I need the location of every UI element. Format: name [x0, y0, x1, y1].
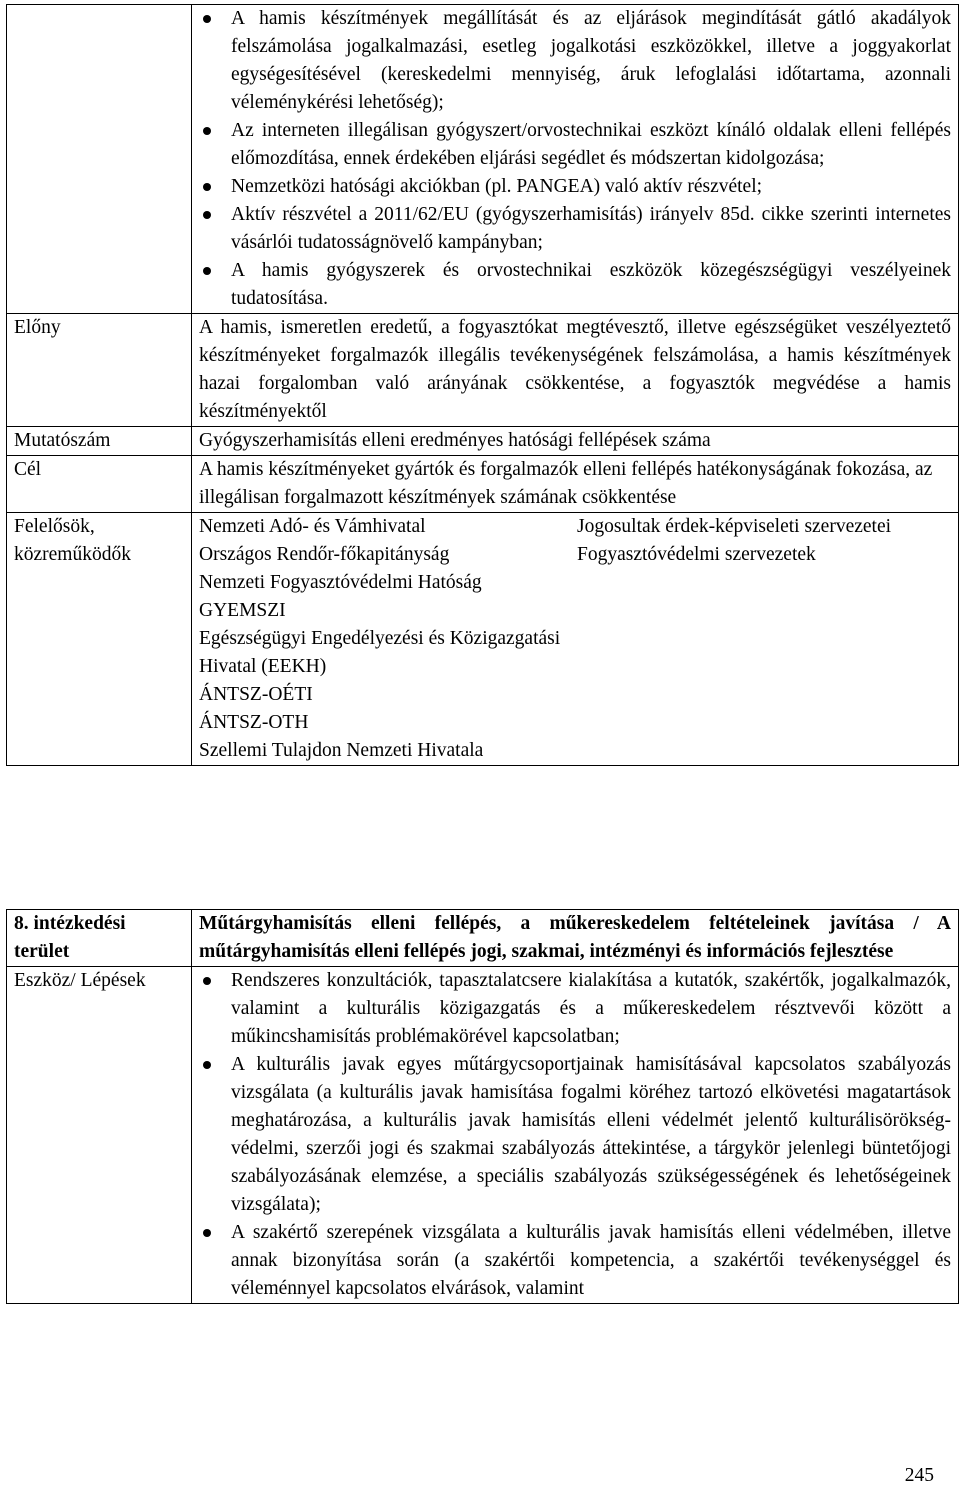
measures-table-continued — [6, 4, 959, 766]
mutatoszam-text: Gyógyszerhamisítás elleni eredményes hatósági fellépések száma — [192, 427, 959, 456]
intro-bullets-cell — [192, 5, 959, 314]
area-title: Műtárgyhamisítás elleni fellépés, a műkereskedelem feltételeinek javítása / A műtárgyhamisítás elleni fellépés jogi, szakmai, intézményi és információs fejlesztése — [192, 910, 959, 967]
area-label: 8. intézkedési terület — [7, 910, 192, 967]
list-item: Az interneten illegálisan gyógyszert/orvostechnikai eszközt kínáló oldalak elleni fellépés előmozdítása, ennek érdekében eljárási segédlet és módszertan kidolgozása; — [199, 117, 951, 173]
responsible-item: ÁNTSZ-OTH — [199, 712, 309, 733]
responsible-item: GYEMSZI — [199, 600, 286, 621]
empty-label-cell — [7, 5, 192, 314]
elony-row — [7, 314, 959, 427]
mutatoszam-label: Mutatószám — [7, 427, 192, 456]
contributor-item: Fogyasztóvédelmi szervezetek — [577, 544, 816, 565]
list-item: Rendszeres konzultációk, tapasztalatcsere kialakítása a kutatók, szakértők, jogalkalmazók, valamint a kulturális közigazgatás és a műkereskedelem résztvevői között a műkincshamisítás problémakörével kapcsolatban; — [199, 967, 951, 1051]
page-number: 245 — [904, 1465, 934, 1486]
felelosok-cell — [192, 513, 959, 766]
cel-row — [7, 456, 959, 513]
area-title-row — [7, 910, 959, 967]
list-item: Aktív részvétel a 2011/62/EU (gyógyszerhamisítás) irányelv 85d. cikke szerinti internetes vásárlói tudatosságnövelő kampányban; — [199, 201, 951, 257]
list-item: Nemzetközi hatósági akciókban (pl. PANGEA) való aktív részvétel; — [199, 173, 951, 201]
list-item: A kulturális javak egyes műtárgycsoportjainak hamisításával kapcsolatos szabályozás vizsgálata (a kulturális javak hamisítása fogalmi köréhez tartozó elkövetési magatartások meghatározása, a kulturális javak hamisítás elleni védelmét jelentő kulturálisörökség-védelmi, szerzői jogi és szakmai szabályozás áttekintése, a tárgykör jelenlegi büntetőjogi szabályozásának elemzése, a speciális szabályozás szükségességének és lehetőségeinek vizsgálata); — [199, 1051, 951, 1219]
contributor-item: Jogosultak érdek-képviseleti szervezetei — [577, 516, 892, 537]
responsible-item: Szellemi Tulajdon Nemzeti Hivatala — [199, 740, 484, 761]
cel-label: Cél — [7, 456, 192, 513]
responsible-item: Országos Rendőr-főkapitányság — [199, 544, 450, 565]
cel-text: A hamis készítményeket gyártók és forgalmazók elleni fellépés hatékonyságának fokozása, az illegálisan forgalmazott készítmények számának csökkentése — [192, 456, 959, 513]
contributor-list — [577, 513, 951, 765]
elony-label: Előny — [7, 314, 192, 427]
intro-row — [7, 5, 959, 314]
list-item: A szakértő szerepének vizsgálata a kulturális javak hamisítás elleni védelmében, illetve annak bizonyítása során (a szakértői kompetencia, a szakértői tevékenységgel és véleménnyel kapcsolatos elvárások, valamint — [199, 1219, 951, 1303]
felelosok-columns — [199, 513, 951, 765]
list-item: A hamis készítmények megállítását és az eljárások megindítását gátló akadályok felszámolása jogalkalmazási, esetleg jogalkotási eszközökkel, illetve a joggyakorlat egységesítésével (kereskedelmi mennyiség, áruk lefoglalási időtartama, azonnali véleménykérési lehetőség); — [199, 5, 951, 117]
eszkoz-label: Eszköz/ Lépések — [7, 967, 192, 1304]
responsible-item: Nemzeti Fogyasztóvédelmi Hatóság — [199, 572, 482, 593]
eszkoz-row — [7, 967, 959, 1304]
felelosok-row — [7, 513, 959, 766]
responsible-list — [199, 513, 577, 765]
mutatoszam-row — [7, 427, 959, 456]
intro-bullet-list — [199, 5, 951, 313]
eszkoz-bullets-cell — [192, 967, 959, 1304]
responsible-item: Nemzeti Adó- és Vámhivatal — [199, 516, 426, 537]
list-item: A hamis gyógyszerek és orvostechnikai eszközök közegészségügyi veszélyeinek tudatosítása. — [199, 257, 951, 313]
measure-area-8-table — [6, 909, 959, 1304]
responsible-item: Egészségügyi Engedélyezési és Közigazgatási Hivatal (EEKH) — [199, 628, 561, 677]
responsible-item: ÁNTSZ-OÉTI — [199, 684, 313, 705]
elony-text: A hamis, ismeretlen eredetű, a fogyasztókat megtévesztő, illetve egészségüket veszélyeztető készítményeket forgalmazók illegális tevékenységének felszámolása, a hamis készítmények hazai forgalomban való arányának csökkentése, a fogyasztók megvédése a hamis készítményektől — [192, 314, 959, 427]
felelosok-label: Felelősök, közreműködők — [7, 513, 192, 766]
eszkoz-bullet-list — [199, 967, 951, 1303]
